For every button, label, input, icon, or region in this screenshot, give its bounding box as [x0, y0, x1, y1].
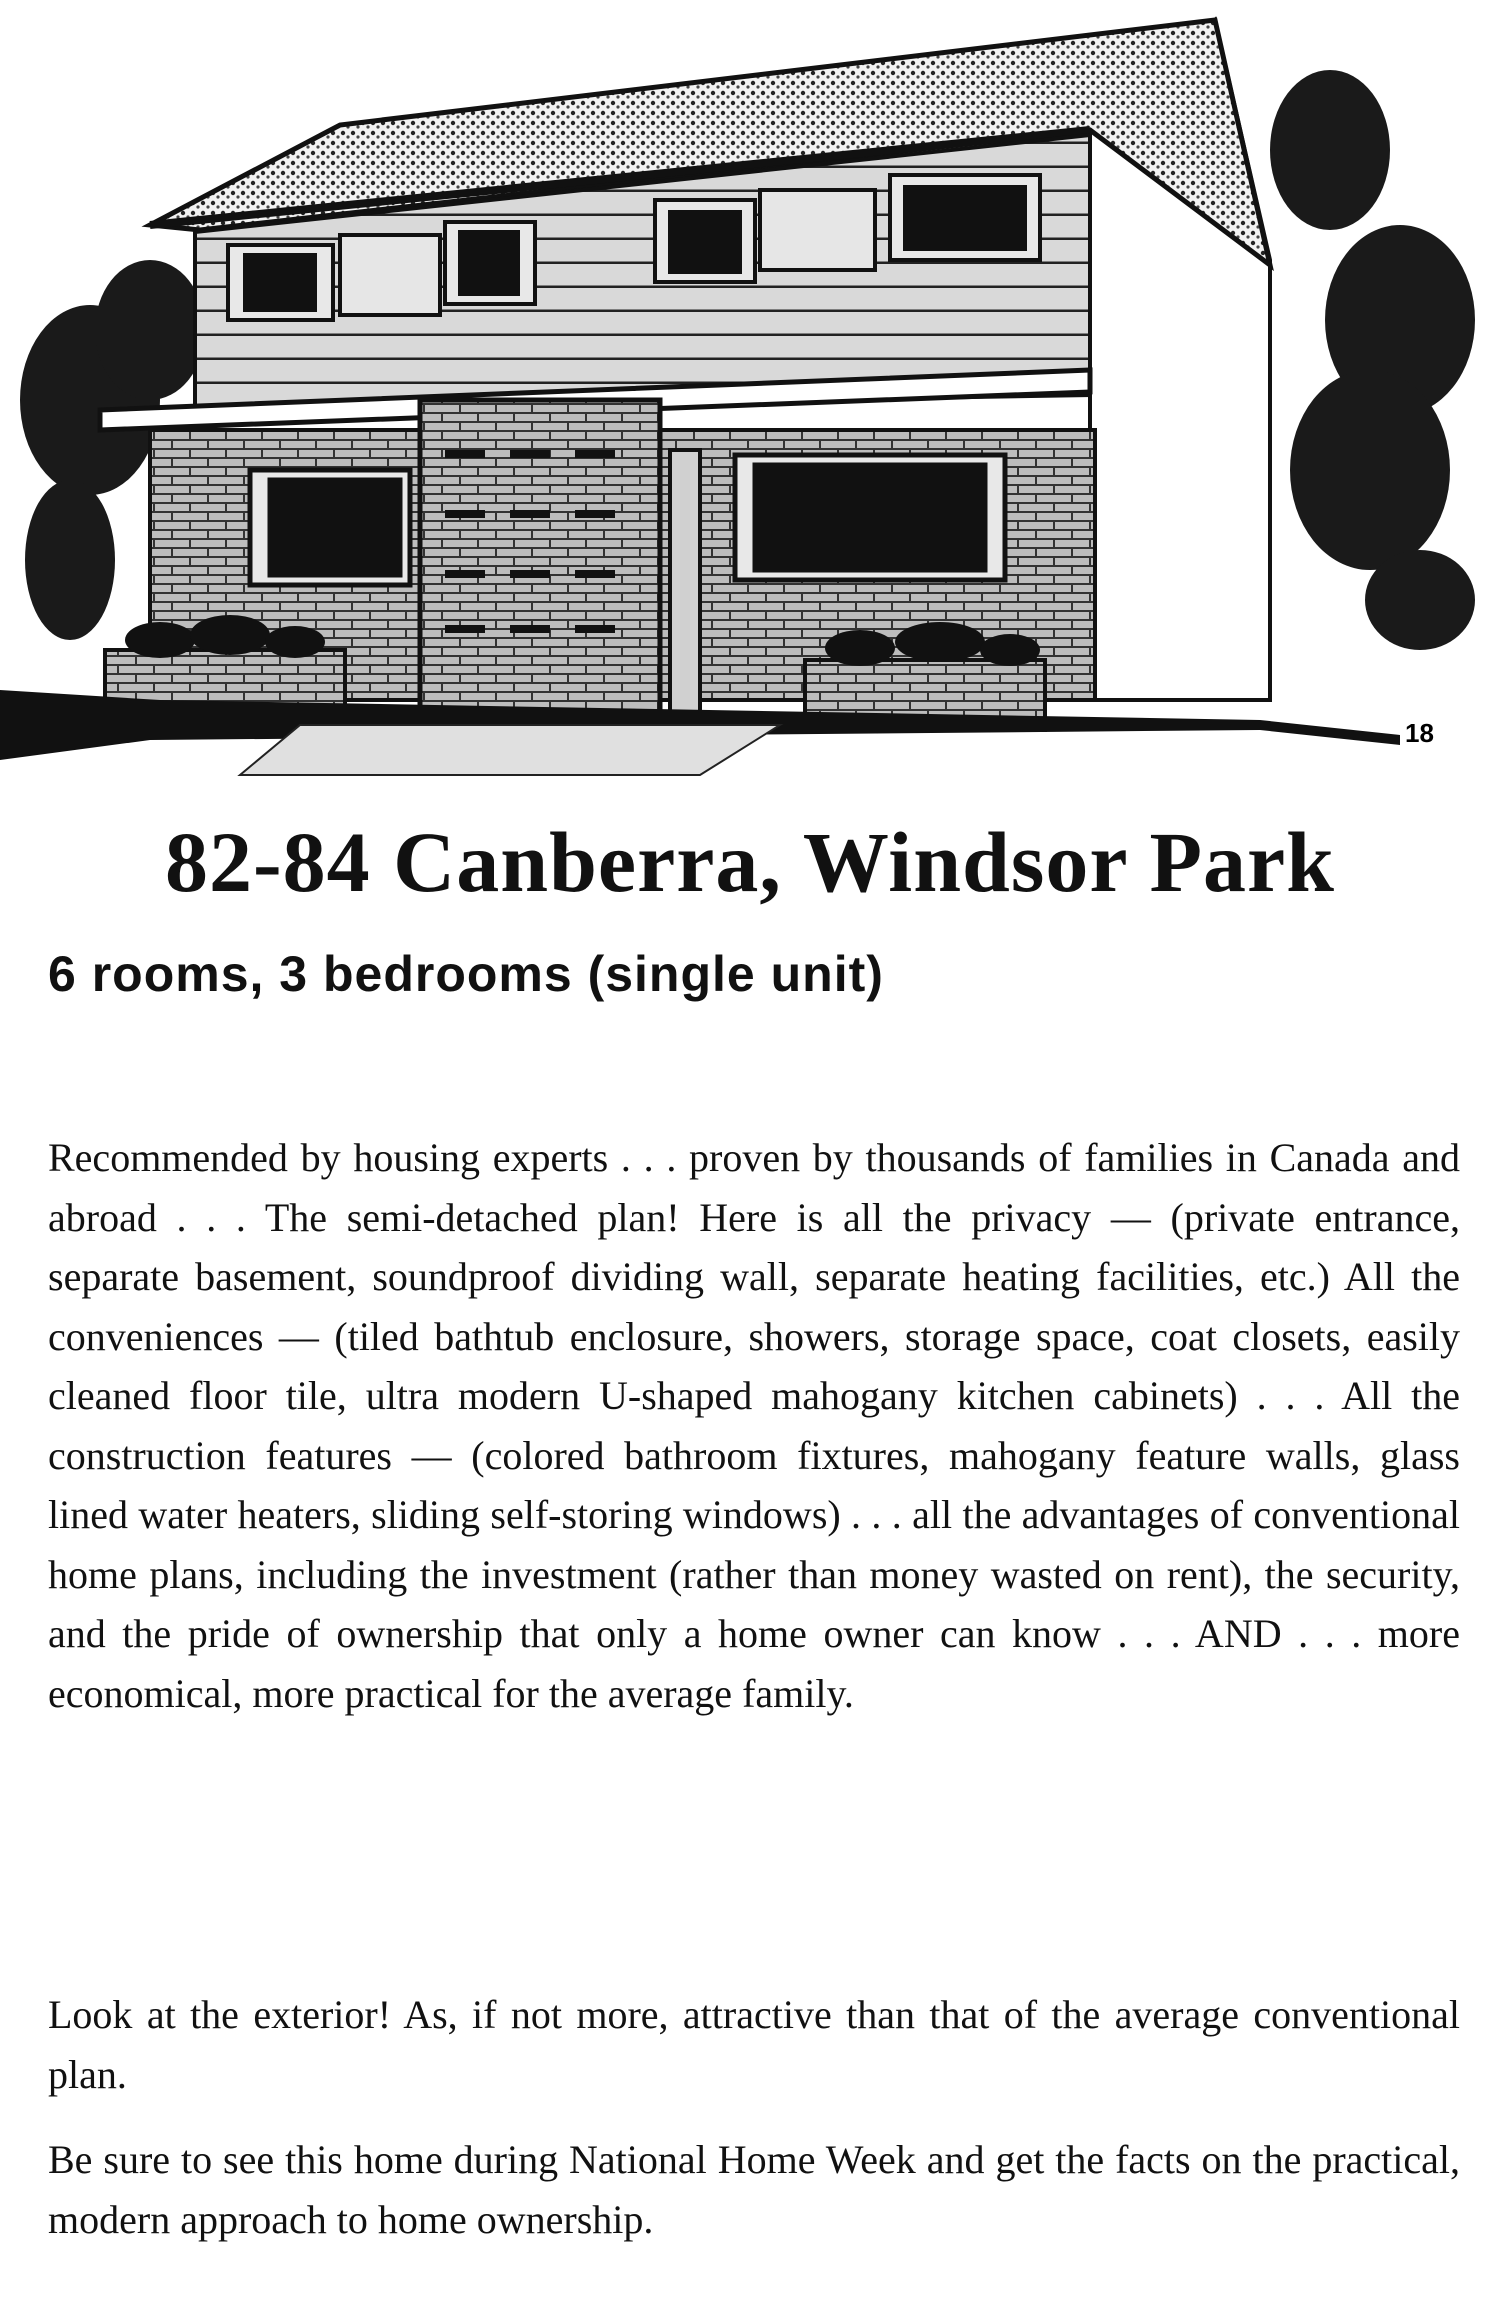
description-paragraph-2: Look at the exterior! As, if not more, attractive than that of the average conventional plan. [48, 1992, 1460, 2097]
listing-subtitle: 6 rooms, 3 bedrooms (single unit) [48, 946, 884, 1002]
description-paragraph-3: Be sure to see this home during National Home Week and get the facts on the practical, modern approach to home ownership. [48, 2137, 1460, 2242]
illustration-number-mark: 18 [1405, 718, 1434, 748]
listing-title: 82-84 Canberra, Windsor Park [165, 814, 1335, 910]
house-illustration-icon [0, 0, 1500, 790]
description-paragraph-1: Recommended by housing experts . . . proven by thousands of families in Canada and abroad . . . The semi-detached plan! Here is all the privacy — (private entrance, separate basement, soundproof dividing wall, separate heating facilities, etc.) All the conveniences — (tiled bathtub enclosure, showers, storage space, coat closets, easily cleaned floor tile, ultra modern U-shaped mahogany kitchen cabinets) . . . All the construction features — (colored bathroom fixtures, mahogany feature walls, glass lined water heaters, sliding self-storing windows) . . . all the advantages of conventional home plans, including the investment (rather than money wasted on rent), the security, and the pride of ownership that only a home owner can know . . . AND . . . more economical, more practical for the average family. [48, 1135, 1460, 1716]
